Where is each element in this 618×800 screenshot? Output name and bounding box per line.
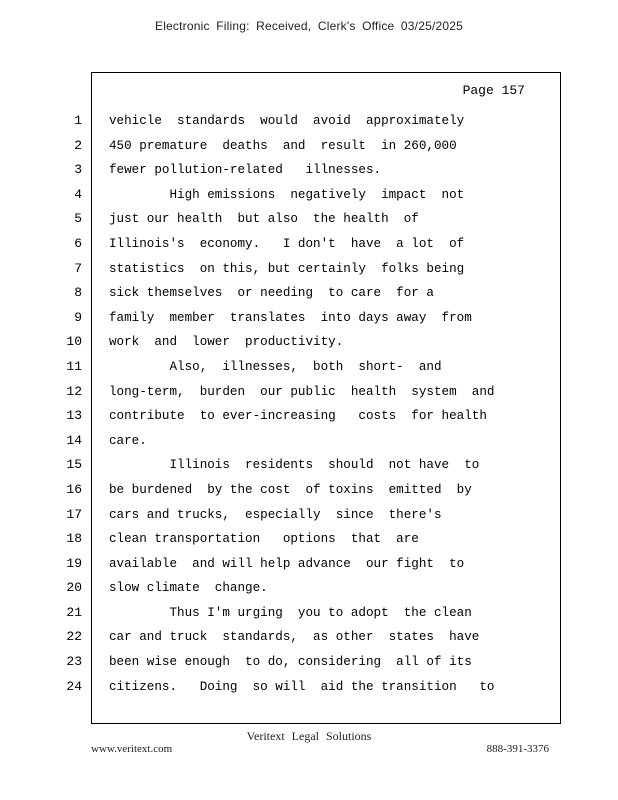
transcript-line: vehicle standards would avoid approximately <box>109 114 465 128</box>
line-number: 15 <box>66 457 82 473</box>
transcript-line: Illinois residents should not have to <box>109 458 480 473</box>
transcript-line: slow climate change. <box>109 581 268 596</box>
transcript-line: long-term, burden our public health system and <box>109 384 495 399</box>
transcript-line: Thus I'm urging you to adopt the clean <box>109 605 472 620</box>
line-number: 17 <box>66 506 82 522</box>
line-number: 6 <box>74 235 82 251</box>
page-number: Page 157 <box>462 83 525 98</box>
transcript-line: contribute to ever-increasing costs for health <box>109 409 487 424</box>
line-number: 23 <box>66 654 82 670</box>
transcript-line: clean transportation options that are <box>109 532 419 547</box>
transcript-line: 450 premature deaths and result in 260,000 <box>109 138 457 153</box>
footer-website: www.veritext.com <box>91 743 173 755</box>
line-number: 16 <box>66 481 82 497</box>
line-number: 10 <box>66 334 82 350</box>
line-number: 2 <box>74 137 82 153</box>
line-number: 8 <box>74 285 82 301</box>
line-number: 1 <box>74 113 82 128</box>
line-number: 9 <box>74 309 82 325</box>
line-number-column <box>60 109 82 699</box>
line-number: 22 <box>66 629 82 645</box>
transcript-line: Also, illnesses, both short- and <box>109 359 442 374</box>
transcript-line: cars and trucks, especially since there's <box>109 507 442 522</box>
line-number: 14 <box>66 432 82 448</box>
line-number: 12 <box>66 383 82 399</box>
transcript-line: family member translates into days away from <box>109 310 472 325</box>
transcript-line: just our health but also the health of <box>109 212 419 227</box>
transcript-line: Illinois's economy. I don't have a lot of <box>109 236 465 251</box>
line-number: 18 <box>66 531 82 547</box>
transcript-line: care. <box>109 433 147 448</box>
transcript-line: work and lower productivity. <box>109 335 344 350</box>
line-number: 3 <box>74 162 82 178</box>
line-number: 20 <box>66 580 82 596</box>
footer-phone: 888-391-3376 <box>486 743 549 755</box>
transcript-line: statistics on this, but certainly folks being <box>109 261 465 276</box>
transcript-text <box>109 109 554 699</box>
transcript-line: been wise enough to do, considering all of its <box>109 655 472 670</box>
line-number: 21 <box>66 604 82 620</box>
line-number: 11 <box>66 358 82 374</box>
line-number: 13 <box>66 408 82 424</box>
line-number: 4 <box>74 186 82 202</box>
transcript-line: available and will help advance our fight to <box>109 556 465 571</box>
line-number: 5 <box>74 211 82 227</box>
transcript-line: citizens. Doing so will aid the transition to <box>109 679 495 694</box>
transcript-line: High emissions negatively impact not <box>109 187 465 202</box>
transcript-line: sick themselves or needing to care for a <box>109 286 434 301</box>
transcript-line: fewer pollution-related illnesses. <box>109 163 382 178</box>
line-number: 7 <box>74 260 82 276</box>
line-number: 19 <box>66 555 82 571</box>
footer-company: Veritext Legal Solutions <box>246 729 372 743</box>
transcript-line: be burdened by the cost of toxins emitted by <box>109 482 472 497</box>
transcript-line: car and truck standards, as other states have <box>109 630 480 645</box>
filing-header: Electronic Filing: Received, Clerk's Office 03/25/2025 <box>154 19 463 33</box>
line-number: 24 <box>66 678 82 694</box>
